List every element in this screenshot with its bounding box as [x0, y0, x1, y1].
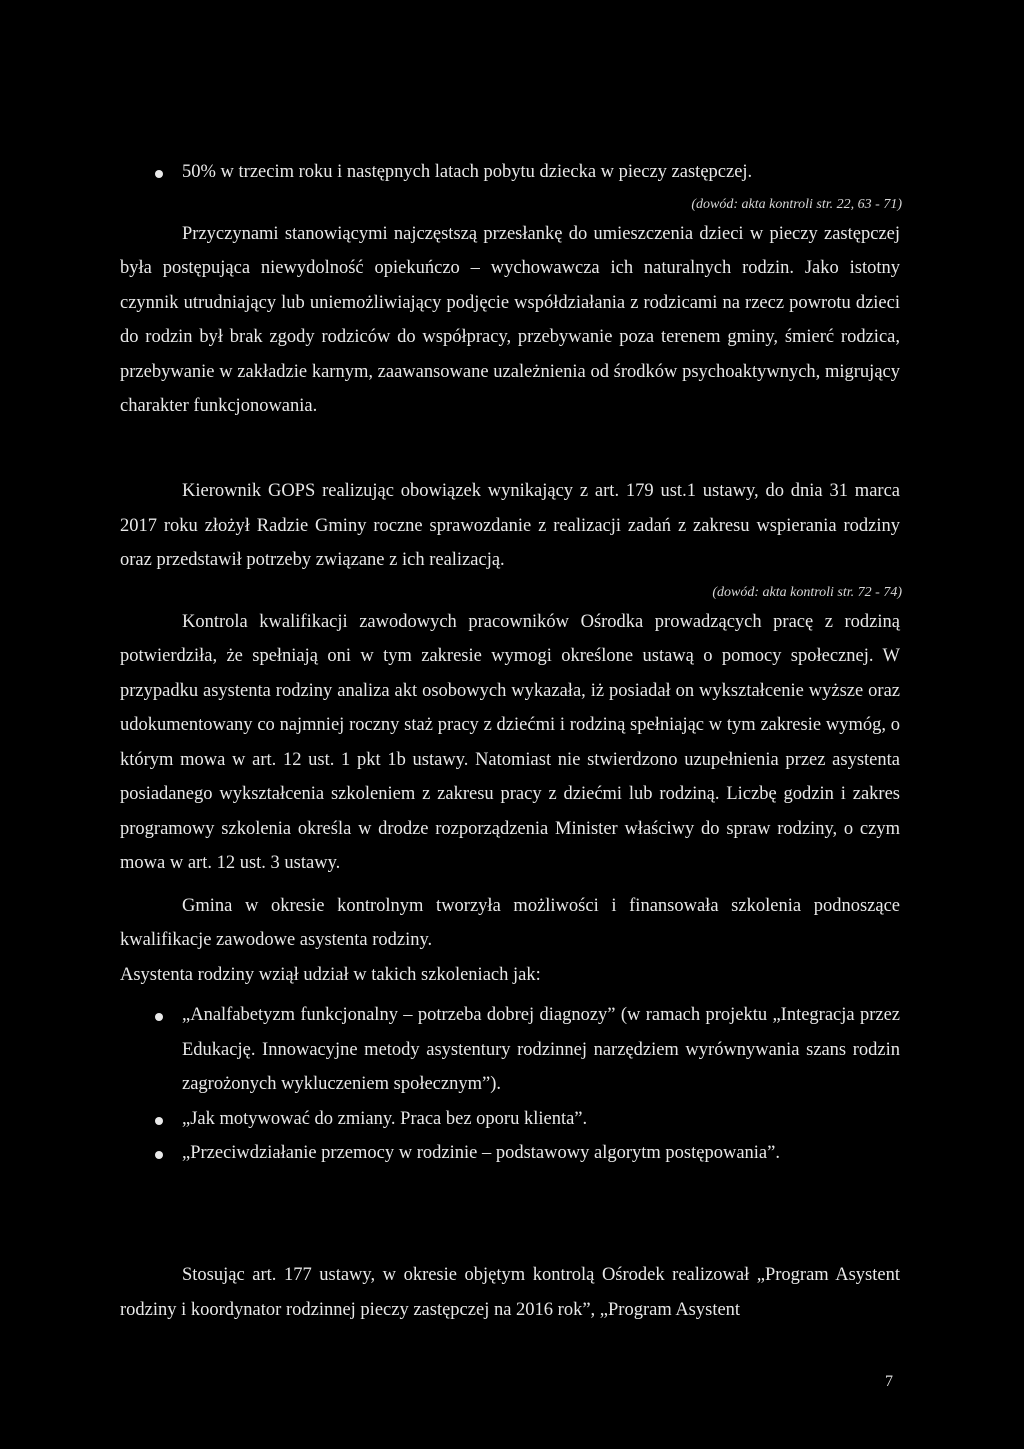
text-block-bottom [120, 1258, 900, 1327]
paragraph: Przyczynami stanowiącymi najczęstszą przesłankę do umieszczenia dzieci w pieczy zastępczej była postępująca niewydolność opiekuńczo – wychowawcza ich naturalnych rodzin. Jako istotny czynnik utrudniający lub uniemożliwiający podjęcie współdziałania z rodzicami na rzecz powrotu dzieci do rodzin był brak zgody rodziców do współpracy, przebywanie poza terenem gminy, śmierć rodzica, przebywanie w zakładzie karnym, zaawansowane uzależnienia od środków psychoaktywnych, migrujący charakter funkcjonowania. [120, 223, 900, 416]
text-block-top [120, 155, 900, 424]
list-item-text: 50% w trzecim roku i następnych latach pobytu dziecka w pieczy zastępczej. [182, 162, 753, 182]
page-number: 7 [885, 1373, 893, 1390]
paragraph: Asystenta rodziny wziął udział w takich szkoleniach jak: [120, 964, 541, 985]
list-item-text: „Analfabetyzm funkcjonalny – potrzeba dobrej diagnozy” (w ramach projektu „Integracja przez Edukację. Innowacyjne metody asystentury rodzinnej narzędziem wyrównywania szans rodzin zagrożonych wykluczeniem społecznym”). [182, 1005, 900, 1094]
text-block-middle [120, 474, 900, 1171]
paragraph: Kontrola kwalifikacji zawodowych pracowników Ośrodka prowadzących pracę z rodziną potwierdziła, że spełniają oni w tym zakresie wymogi określone ustawą o pomocy społecznej. W przypadku asystenta rodziny analiza akt osobowych wykazała, iż posiadał on wykształcenie wyższe oraz udokumentowany co najmniej roczny staż pracy z dziećmi i rodziną spełniając w tym zakresie wymóg, o którym mowa w art. 12 ust. 1 pkt 1b ustawy. Natomiast nie stwierdzono uzupełnienia przez asystenta posiadanego wykształcenia szkoleniem z zakresu pracy z dziećmi lub rodziną. Liczbę godzin i zakres programowy szkolenia określa w drodze rozporządzenia Minister właściwy do spraw rodziny, o czym mowa w art. 12 ust. 3 ustawy. [120, 611, 900, 873]
list-item-text: „Przeciwdziałanie przemocy w rodzinie – podstawowy algorytm postępowania”. [182, 1143, 780, 1163]
bullet-list-top [120, 155, 900, 190]
list-item-text: „Jak motywować do zmiany. Praca bez oporu klienta”. [182, 1108, 588, 1129]
evidence-note: (dowód: akta kontroli str. 22, 63 - 71) [691, 196, 902, 212]
list-item [120, 998, 900, 1102]
paragraph: Kierownik GOPS realizując obowiązek wynikający z art. 179 ust.1 ustawy, do dnia 31 marca 2017 roku złożył Radzie Gminy roczne sprawozdanie z realizacji zadań z zakresu wspierania rodziny oraz przedstawił potrzeby związane z ich realizacją. [120, 481, 900, 570]
bullet-icon [155, 1151, 163, 1159]
bullet-icon [155, 1013, 163, 1021]
bullet-icon [155, 1117, 163, 1125]
evidence-note: (dowód: akta kontroli str. 72 - 74) [712, 584, 902, 600]
list-item [120, 1136, 900, 1171]
list-item [120, 155, 900, 190]
list-item [120, 1102, 900, 1137]
paragraph: Stosując art. 177 ustawy, w okresie objętym kontrolą Ośrodek realizował „Program Asystent rodziny i koordynator rodzinnej pieczy zastępczej na 2016 rok”, „Program Asystent [120, 1265, 900, 1320]
paragraph: Gmina w okresie kontrolnym tworzyła możliwości i finansowała szkolenia podnoszące kwalifikacje zawodowe asystenta rodziny. [120, 895, 900, 950]
training-list [120, 998, 900, 1171]
bullet-icon [155, 170, 163, 178]
